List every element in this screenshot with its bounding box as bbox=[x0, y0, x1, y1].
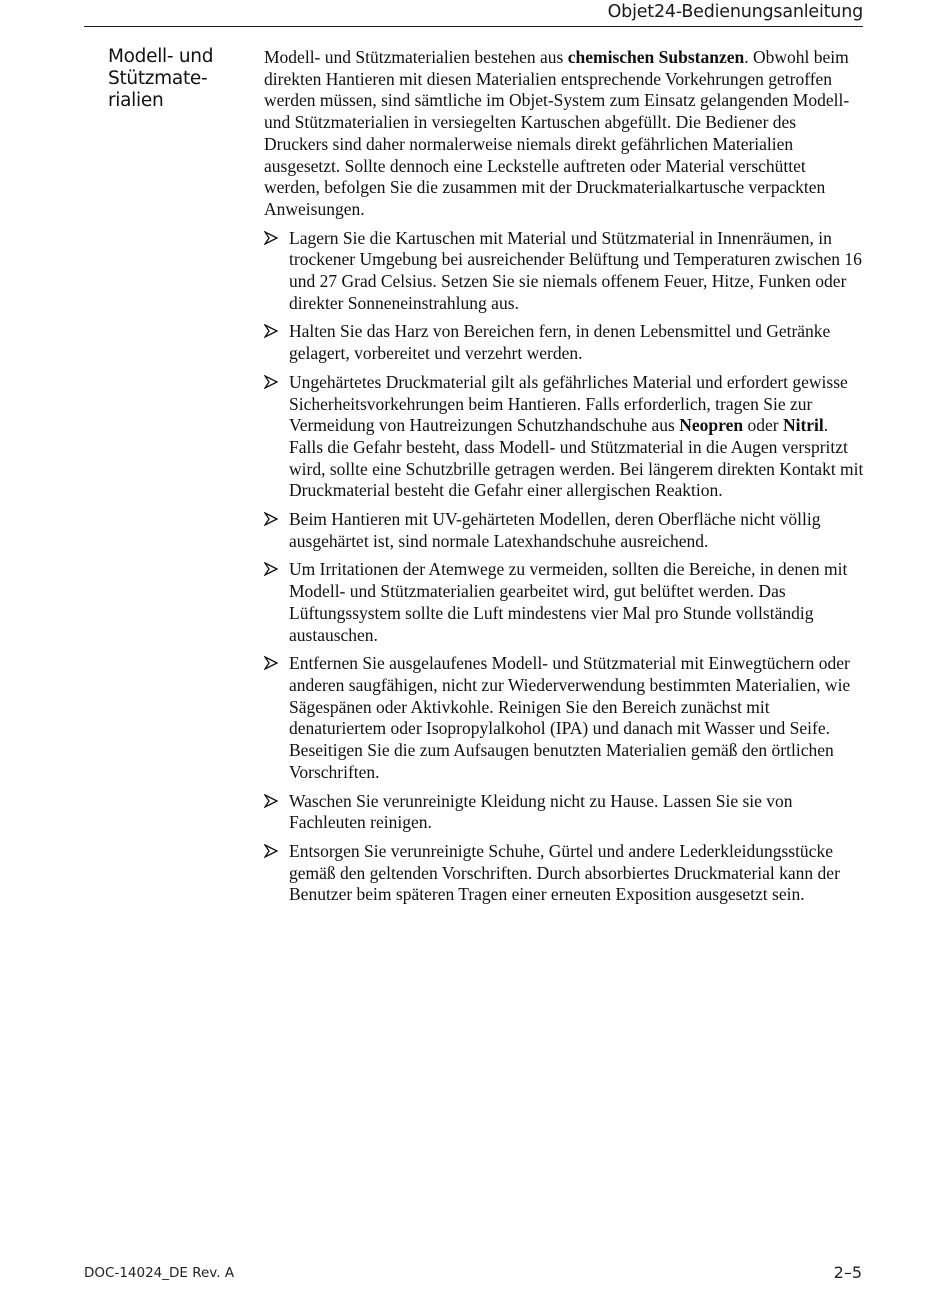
list-item-text: Beim Hantieren mit UV-gehärteten Modellen, deren Oberfläche nicht völlig ausgehärtet ist, sind normale Latexhandschuhe ausreichend. bbox=[289, 509, 821, 551]
list-item bbox=[264, 509, 864, 552]
gloves-bold-nitril: Nitril bbox=[782, 415, 824, 436]
section-body bbox=[264, 47, 864, 913]
list-item-text: Waschen Sie verunreinigte Kleidung nicht zu Hause. Lassen Sie sie von Fachleuten reinigen. bbox=[289, 790, 793, 833]
intro-text-1: Modell- und Stützmaterialien bestehen aus bbox=[264, 47, 568, 67]
footer-page-number: 2–5 bbox=[833, 1263, 862, 1282]
list-item bbox=[264, 559, 864, 646]
list-item bbox=[264, 653, 864, 783]
arrow-bullet-icon bbox=[264, 228, 278, 250]
header-title: Objet24-Bedienungsanleitung bbox=[607, 2, 863, 22]
list-item bbox=[264, 228, 864, 315]
section-heading bbox=[108, 46, 248, 112]
arrow-bullet-icon bbox=[264, 559, 278, 581]
intro-text-2: . Obwohl beim direkten Hantieren mit diesen Materialien entsprechende Vorkehrungen getroffen werden müssen, sind sämtliche im Objet-System zum Einsatz gelangenden Modell- und Stützmaterialien in versiegelten Kartuschen abgefüllt. Die Bediener des Druckers sind daher normalerweise niemals direkt gefährlichen Materialien ausgesetzt. Sollte dennoch eine Leckstelle auftreten oder Material verschüttet werden, befolgen Sie die zusammen mit der Druckmaterialkartusche verpackten Anweisungen. bbox=[264, 47, 850, 219]
gloves-bold-neopren: Neopren bbox=[679, 415, 744, 436]
list-item bbox=[264, 841, 864, 906]
arrow-bullet-icon bbox=[264, 791, 278, 813]
arrow-bullet-icon bbox=[264, 321, 278, 343]
arrow-bullet-icon bbox=[264, 841, 278, 863]
intro-bold-term: chemischen Substanzen bbox=[567, 47, 745, 67]
footer-doc-id: DOC-14024_DE Rev. A bbox=[84, 1265, 235, 1281]
arrow-bullet-icon bbox=[264, 509, 278, 531]
arrow-bullet-icon bbox=[264, 653, 278, 675]
arrow-bullet-icon bbox=[264, 372, 278, 394]
intro-paragraph bbox=[264, 47, 864, 221]
page-header bbox=[84, 0, 863, 27]
gloves-text-1: Ungehärtetes Druckmaterial gilt als gefährliches Material und erfordert gewisse Sicherheitsvorkehrungen beim Hantieren. Falls erforderlich, tragen Sie zur Vermeidung von Hautreizungen Schutzhandschuhe aus bbox=[289, 371, 848, 436]
list-item bbox=[264, 372, 864, 502]
safety-list bbox=[264, 228, 864, 906]
list-item-text: Lagern Sie die Kartuschen mit Material und Stützmaterial in Innenräumen, in trockener Umgebung bei ausreichender Belüftung und Temperaturen zwischen 16 und 27 Grad Celsius. Setzen Sie sie niemals offenem Feuer, Hitze, Funken oder direkter Sonneneinstrahlung aus. bbox=[289, 227, 862, 313]
list-item-text bbox=[289, 372, 863, 501]
gloves-text-3: . Falls die Gefahr besteht, dass Modell- und Stützmaterial in die Augen verspritzt wird, sollte eine Schutzbrille getragen werden. Bei längerem direkten Kontakt mit Druckmaterial besteht die Gefahr einer allergischen Reaktion. bbox=[289, 415, 864, 501]
gloves-text-2: oder bbox=[743, 415, 783, 436]
list-item bbox=[264, 791, 864, 834]
list-item-text: Um Irritationen der Atemwege zu vermeiden, sollten die Bereiche, in denen mit Modell- und Stützmaterialien gearbeitet wird, gut belüftet werden. Das Lüftungssystem sollte die Luft mindestens vier Mal pro Stunde vollständig austauschen. bbox=[289, 559, 848, 645]
list-item bbox=[264, 321, 864, 364]
list-item-text: Entsorgen Sie verunreinigte Schuhe, Gürtel und andere Lederkleidungsstücke gemäß den geltenden Vorschriften. Durch absorbiertes Druckmaterial kann der Benutzer beim späteren Tragen einer erneuten Exposition ausgesetzt sein. bbox=[289, 840, 840, 905]
list-item-text: Entfernen Sie ausgelaufenes Modell- und Stützmaterial mit Einwegtüchern oder anderen saugfähigen, nicht zur Wiederverwendung bestimmten Materialien, wie Sägespänen oder Aktivkohle. Reinigen Sie den Bereich zunächst mit denaturiertem oder Isopropylalkohol (IPA) und danach mit Wasser und Seife. Beseitigen Sie die zum Aufsaugen benutzten Materialien gemäß den örtlichen Vorschriften. bbox=[289, 653, 851, 782]
section-heading-line-2: Stützmate- bbox=[108, 68, 208, 89]
list-item-text: Halten Sie das Harz von Bereichen fern, in denen Lebensmittel und Getränke gelagert, vorbereitet und verzehrt werden. bbox=[289, 321, 831, 364]
section-heading-line-3: rialien bbox=[108, 90, 164, 111]
section-heading-line-1: Modell- und bbox=[108, 46, 214, 67]
